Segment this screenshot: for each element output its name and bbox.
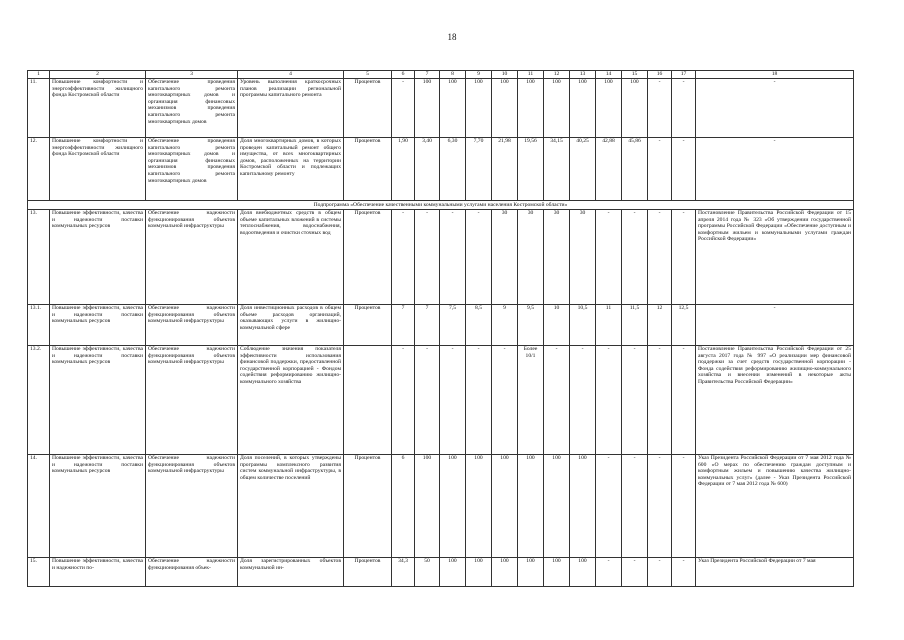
value-cell: - xyxy=(596,346,622,455)
table-row xyxy=(28,138,854,201)
value-cell: - xyxy=(596,455,622,558)
value-cell: - xyxy=(492,346,518,455)
value-cell: - xyxy=(392,79,415,138)
value-cell: 40,25 xyxy=(570,138,596,201)
value-cell: - xyxy=(466,210,492,305)
value-cell: 34,3 xyxy=(392,558,415,587)
value-cell: 30 xyxy=(544,210,570,305)
value-cell: 100 xyxy=(440,558,466,587)
value-cell: - xyxy=(392,210,415,305)
task-cell: Обеспечение надежности функционирования объектов коммунальной инфраструктуры xyxy=(146,305,238,346)
indicator-cell: Доля зарегистрированных объектов коммунальной ин- xyxy=(238,558,344,587)
value-cell: 30 xyxy=(492,210,518,305)
indicator-cell: Доля инвестиционных расходов в общем объеме расходов организаций, оказывающих услуги в жилищно-коммунальной сфере xyxy=(238,305,344,346)
goal-cell: Повышение эффективности, качества и надежности поставки коммунальных ресурсов xyxy=(50,305,146,346)
value-cell: - xyxy=(596,558,622,587)
value-cell: 100 xyxy=(492,558,518,587)
value-cell: 45,86 xyxy=(622,138,648,201)
indicator-cell: Соблюдение значения показателя эффективности использования финансовой поддержки, предоставленной государственной корпорацией - Фондом содействия реформированию жилищно-коммунального хозяйства xyxy=(238,346,344,455)
value-cell: 7 xyxy=(415,305,440,346)
col-number: 9 xyxy=(466,71,492,79)
value-cell: - xyxy=(440,346,466,455)
value-cell: - xyxy=(415,346,440,455)
value-cell: - xyxy=(648,346,672,455)
page-number: 18 xyxy=(447,32,457,42)
task-cell: Обеспечение проведения капитального ремонта многоквартирных домов и организация финансовых механизмов проведения капитального ремонта многоквартирных домов xyxy=(146,79,238,138)
value-cell: 100 xyxy=(415,455,440,558)
col-number: 5 xyxy=(344,71,392,79)
goal-cell: Повышение комфортности и энергоэффективности жилищного фонда Костромской области xyxy=(50,138,146,201)
col-number: 16 xyxy=(648,71,672,79)
col-number: 7 xyxy=(415,71,440,79)
value-cell: 100 xyxy=(415,79,440,138)
col-number: 4 xyxy=(238,71,344,79)
row-number: 13. xyxy=(28,210,50,305)
unit-cell: Процентов xyxy=(344,79,392,138)
indicator-cell: Уровень выполнения краткосрочных планов реализации региональной программы капитального ремонта xyxy=(238,79,344,138)
value-cell: - xyxy=(672,138,696,201)
goal-cell: Повышение эффективности, качества и надежности поставки коммунальных ресурсов xyxy=(50,455,146,558)
unit-cell: Процентов xyxy=(344,210,392,305)
value-cell: - xyxy=(466,346,492,455)
unit-cell: Процентов xyxy=(344,138,392,201)
col-number: 13 xyxy=(570,71,596,79)
value-cell: Более 10/1 xyxy=(518,346,544,455)
indicator-cell: Доля поселений, в которых утверждены программы комплексного развития систем коммунальной инфраструктуры, в общем количестве поселений xyxy=(238,455,344,558)
value-cell: 7,5 xyxy=(440,305,466,346)
value-cell: 100 xyxy=(622,79,648,138)
value-cell: 11 xyxy=(596,305,622,346)
value-cell: 30 xyxy=(518,210,544,305)
value-cell: 9,5 xyxy=(518,305,544,346)
note-cell: - xyxy=(696,138,854,201)
task-cell: Обеспечение надежности функционирования объек- xyxy=(146,558,238,587)
value-cell: 12,5 xyxy=(672,305,696,346)
task-cell: Обеспечение надежности функционирования объектов коммунальной инфраструктуры xyxy=(146,210,238,305)
value-cell: - xyxy=(648,210,672,305)
goal-cell: Повышение комфортности и энергоэффективности жилищного фонда Костромской области xyxy=(50,79,146,138)
row-number: 13.2. xyxy=(28,346,50,455)
indicators-table xyxy=(27,70,854,587)
value-cell: 100 xyxy=(596,79,622,138)
subprogram-row xyxy=(28,201,854,210)
value-cell: 3,40 xyxy=(415,138,440,201)
value-cell: - xyxy=(622,455,648,558)
col-number: 12 xyxy=(544,71,570,79)
note-cell: - xyxy=(696,79,854,138)
value-cell: - xyxy=(648,455,672,558)
col-number: 3 xyxy=(146,71,238,79)
table-row xyxy=(28,79,854,138)
value-cell: - xyxy=(415,210,440,305)
value-cell: 100 xyxy=(544,79,570,138)
value-cell: 100 xyxy=(466,558,492,587)
value-cell: - xyxy=(648,138,672,201)
value-cell: - xyxy=(392,346,415,455)
row-number: 12. xyxy=(28,138,50,201)
goal-cell: Повышение эффективности, качества и надежности поставки коммунальных ресурсов xyxy=(50,210,146,305)
note-cell: Указ Президента Российской Федерации от 7 мая xyxy=(696,558,854,587)
value-cell: 19,56 xyxy=(518,138,544,201)
value-cell: 10 xyxy=(544,305,570,346)
value-cell: 100 xyxy=(440,455,466,558)
value-cell: 9 xyxy=(492,305,518,346)
value-cell: 100 xyxy=(492,79,518,138)
value-cell: - xyxy=(622,558,648,587)
value-cell: 7,70 xyxy=(466,138,492,201)
value-cell: - xyxy=(672,210,696,305)
value-cell: 6 xyxy=(392,455,415,558)
value-cell: 100 xyxy=(492,455,518,558)
value-cell: - xyxy=(672,79,696,138)
task-cell: Обеспечение надежности функционирования объектов коммунальной инфраструктуры xyxy=(146,346,238,455)
value-cell: 100 xyxy=(440,79,466,138)
value-cell: 100 xyxy=(466,455,492,558)
row-number: 15. xyxy=(28,558,50,587)
value-cell: - xyxy=(596,210,622,305)
value-cell: 11,5 xyxy=(622,305,648,346)
value-cell: - xyxy=(544,346,570,455)
col-number: 18 xyxy=(696,71,854,79)
value-cell: 12 xyxy=(648,305,672,346)
table-row xyxy=(28,455,854,558)
column-numbers-row xyxy=(28,71,854,79)
value-cell: - xyxy=(648,558,672,587)
value-cell: 6,30 xyxy=(440,138,466,201)
value-cell: 100 xyxy=(518,455,544,558)
value-cell: - xyxy=(672,455,696,558)
indicator-cell: Доля внебюджетных средств в общем объеме капитальных вложений в системы теплоснабжения, водоснабжения, водоотведения и очистки сточных вод xyxy=(238,210,344,305)
task-cell: Обеспечение надежности функционирования объектов коммунальной инфраструктуры xyxy=(146,455,238,558)
value-cell: - xyxy=(440,210,466,305)
col-number: 15 xyxy=(622,71,648,79)
value-cell: 100 xyxy=(570,558,596,587)
table-row xyxy=(28,210,854,305)
value-cell: 50 xyxy=(415,558,440,587)
value-cell: 1,90 xyxy=(392,138,415,201)
unit-cell xyxy=(344,346,392,455)
task-cell: Обеспечение проведения капитального ремонта многоквартирных домов и организация финансовых механизмов проведения капитального ремонта многоквартирных домов xyxy=(146,138,238,201)
col-number: 14 xyxy=(596,71,622,79)
unit-cell: Процентов xyxy=(344,455,392,558)
note-cell: - xyxy=(696,305,854,346)
note-cell: Указ Президента Российской Федерации от 7 мая 2012 года № 600 «О мерах по обеспечению граждан доступным и комфортным жильем и повышению качества жилищно-коммунальных услуг» (далее - Указ Президента Российской Федерации от 7 мая 2012 года № 600) xyxy=(696,455,854,558)
value-cell: - xyxy=(622,346,648,455)
subprogram-title: Подпрограмма «Обеспечение качественными коммунальными услугами населения Костромской области» xyxy=(28,201,854,210)
value-cell: 42,88 xyxy=(596,138,622,201)
col-number: 17 xyxy=(672,71,696,79)
goal-cell: Повышение эффективности, качества и надежности поставки коммунальных ресурсов xyxy=(50,346,146,455)
value-cell: 100 xyxy=(544,558,570,587)
note-cell: Постановление Правительства Российской Федерации от 25 августа 2017 года № 997 «О реализации мер финансовой поддержки за счет средств государственной корпорации - Фонда содействия реформированию жилищно-коммунального хозяйства и внесении изменений в некоторые акты Правительства Российской Федерации» xyxy=(696,346,854,455)
indicator-cell: Доля многоквартирных домов, в которых проведен капитальный ремонт общего имущества, от всех многоквартирных домов, расположенных на территории Костромской области и подлежащих капитальному ремонту xyxy=(238,138,344,201)
value-cell: 100 xyxy=(466,79,492,138)
value-cell: - xyxy=(648,79,672,138)
unit-cell: Процентов xyxy=(344,305,392,346)
value-cell: 30 xyxy=(570,210,596,305)
col-number: 11 xyxy=(518,71,544,79)
value-cell: - xyxy=(672,346,696,455)
col-number: 2 xyxy=(50,71,146,79)
value-cell: 21,98 xyxy=(492,138,518,201)
value-cell: 7 xyxy=(392,305,415,346)
value-cell: 100 xyxy=(544,455,570,558)
value-cell: - xyxy=(622,210,648,305)
col-number: 10 xyxy=(492,71,518,79)
note-cell: Постановление Правительства Российской Федерации от 15 апреля 2014 года № 323 «Об утверждении государственной программы Российской Федерации «Обеспечение доступным и комфортным жильем и коммунальными услугами граждан Российской Федерации» xyxy=(696,210,854,305)
table-row xyxy=(28,346,854,455)
table-row xyxy=(28,558,854,587)
value-cell: - xyxy=(672,558,696,587)
col-number: 1 xyxy=(28,71,50,79)
value-cell: 34,15 xyxy=(544,138,570,201)
col-number: 6 xyxy=(392,71,415,79)
goal-cell: Повышение эффективности, качества и надежности по- xyxy=(50,558,146,587)
col-number: 8 xyxy=(440,71,466,79)
value-cell: 100 xyxy=(518,558,544,587)
value-cell: 100 xyxy=(570,79,596,138)
value-cell: 100 xyxy=(570,455,596,558)
value-cell: 100 xyxy=(518,79,544,138)
value-cell: 8,5 xyxy=(466,305,492,346)
row-number: 13.1. xyxy=(28,305,50,346)
row-number: 11. xyxy=(28,79,50,138)
row-number: 14. xyxy=(28,455,50,558)
value-cell: - xyxy=(570,346,596,455)
value-cell: 10,5 xyxy=(570,305,596,346)
unit-cell: Процентов xyxy=(344,558,392,587)
table-row xyxy=(28,305,854,346)
